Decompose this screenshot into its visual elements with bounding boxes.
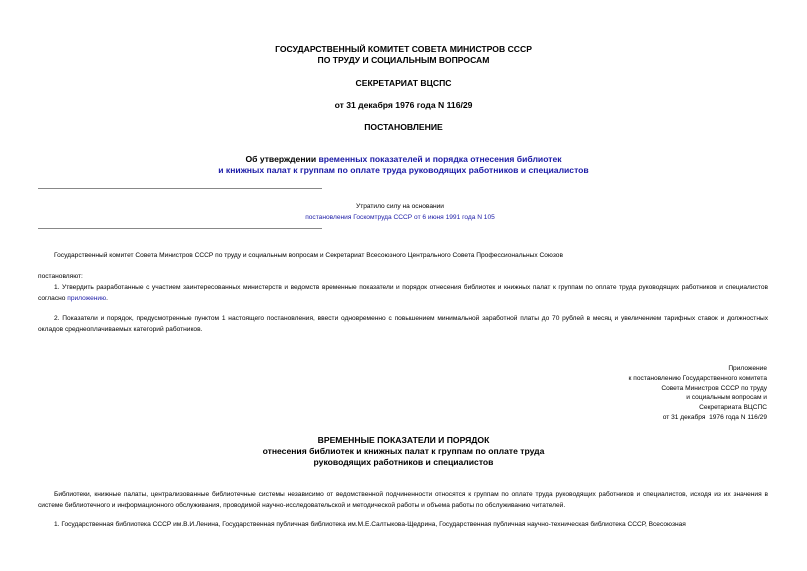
appendix-title-line-1: ВРЕМЕННЫЕ ПОКАЗАТЕЛИ И ПОРЯДОК: [317, 435, 490, 445]
status-note-link[interactable]: постановления Госкомтруда СССР от 6 июня 1991 года N 105: [305, 214, 495, 221]
appendix-link[interactable]: приложению: [67, 295, 107, 302]
appendix-ref-line-2: к постановлению Государственного комитета: [628, 374, 767, 382]
title-link-part-1[interactable]: временных показателей и порядка отнесения библиотек: [318, 154, 562, 164]
intro-paragraph: Государственный комитет Совета Министров СССР по труду и социальным вопросам и Секретариат Всесоюзного Центрального Совета Профессиональных Союзов: [54, 252, 563, 259]
appendix-paragraph-2: 1. Государственная библиотека СССР им.В.И.Ленина, Государственная публичная библиотека им.М.Е.Салтыкова-Щедрина, Государственная публичная научно-техническая библиотека СССР, Всесоюзная: [54, 521, 686, 528]
document-title-continued: [0, 165, 807, 176]
appendix-ref-line-1: Приложение: [728, 365, 767, 372]
resolves-label: постановляют:: [38, 273, 83, 280]
appendix-paragraph-1: Библиотеки, книжные палаты, централизованные библиотечные системы независимо от ведомственной подчиненности относятся к группам по оплате труда руководящих работников и специалистов, исходя из их значения в системе библиотечного и информационного обслуживания, проводимой научно-исследовательской и методической работы и объема работы по обслуживанию читателей.: [38, 491, 768, 509]
issuer-line-1: ГОСУДАРСТВЕННЫЙ КОМИТЕТ СОВЕТА МИНИСТРОВ СССР: [275, 44, 532, 54]
title-link-part-2[interactable]: и книжных палат к группам по оплате труда руководящих работников и специалистов: [218, 165, 589, 175]
appendix-reference: [567, 364, 767, 423]
document-type-heading: ПОСТАНОВЛЕНИЕ: [364, 122, 443, 132]
appendix-ref-line-3: Совета Министров СССР по труду: [661, 384, 767, 392]
status-note-text: Утратило силу на основании: [356, 203, 444, 210]
issuer-line-2: ПО ТРУДУ И СОЦИАЛЬНЫМ ВОПРОСАМ: [317, 55, 490, 65]
title-prefix: Об утверждении: [245, 154, 319, 164]
secretariat-heading: СЕКРЕТАРИАТ ВЦСПС: [355, 78, 452, 88]
appendix-ref-line-6: от 31 декабря 1976 года N 116/29: [662, 413, 767, 421]
divider-top: [38, 188, 322, 189]
appendix-title-line-3: руководящих работников и специалистов: [313, 457, 494, 467]
appendix-ref-line-4: и социальным вопросам и: [686, 394, 767, 402]
item-2-paragraph: 2. Показатели и порядок, предусмотренные пунктом 1 настоящего постановления, ввести одновременно с повышением минимальной заработной платы до 70 рублей в месяц и увеличением тарифных ставок и должностных окладов среднеоплачиваемых категорий работников.: [38, 315, 768, 333]
divider-bottom: [38, 228, 322, 229]
item-1-end: .: [106, 295, 108, 302]
document-title: [0, 154, 807, 165]
document-date-number: от 31 декабря 1976 года N 116/29: [334, 100, 473, 110]
item-1-text: 1. Утвердить разработанные с участием заинтересованных министерств и ведомств временные показатели и порядок отнесения библиотек и книжных палат к группам по оплате труда руководящих работников и специалистов согласно: [38, 284, 768, 302]
appendix-ref-line-5: Секретариата ВЦСПС: [699, 404, 767, 412]
item-1-paragraph: [38, 282, 768, 304]
appendix-title-line-2: отнесения библиотек и книжных палат к группам по оплате труда: [262, 446, 545, 456]
